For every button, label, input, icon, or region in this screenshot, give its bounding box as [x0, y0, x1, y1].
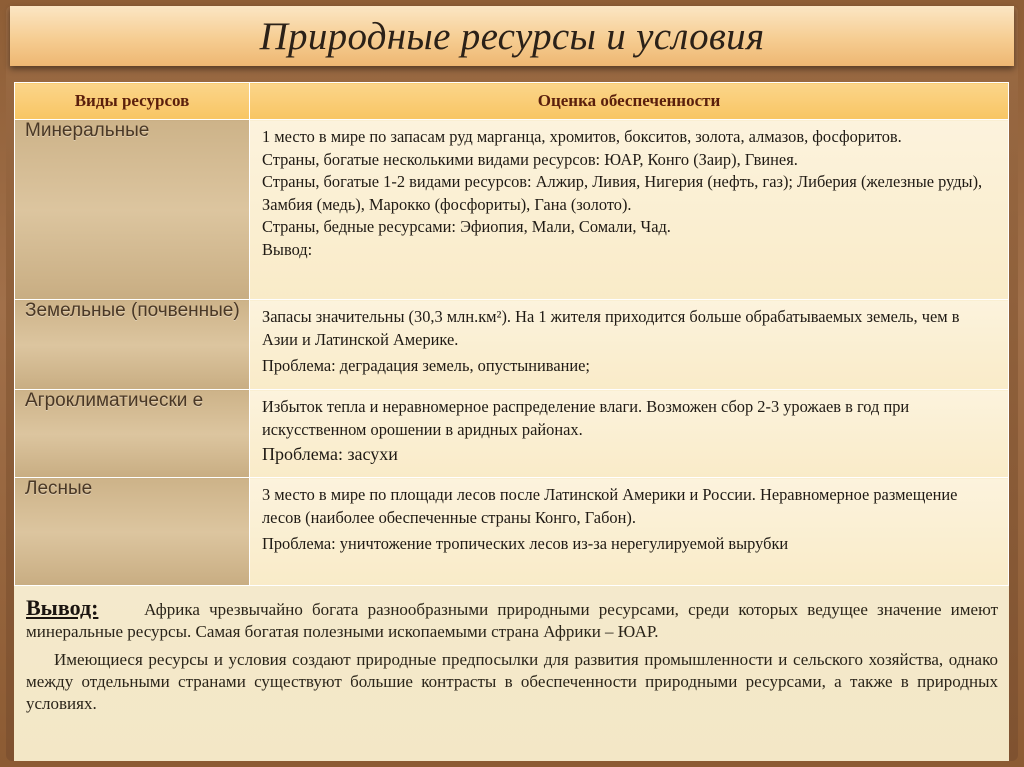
table-row	[15, 300, 1009, 390]
table-header-row	[15, 83, 1009, 120]
desc-line: Страны, бедные ресурсами: Эфиопия, Мали, Сомали, Чад.	[262, 217, 671, 237]
desc-line: Вывод:	[262, 239, 313, 259]
conclusion-text-2: Имеющиеся ресурсы и условия создают природные предпосылки для развития промышленности и сельского хозяйства, однако между отдельными странами существуют большие контрасты в обеспеченности природными ресурсами, а также в природных условиях.	[26, 650, 998, 713]
conclusion-para-1	[26, 597, 998, 643]
desc-line: Избыток тепла и неравномерное распределение влаги. Возможен сбор 2-3 урожаев в год при искусственном орошении в аридных районах.	[262, 397, 910, 439]
header-assessment: Оценка обеспеченности	[250, 83, 1009, 120]
resources-table	[14, 82, 1009, 586]
desc-line: Запасы значительны (30,3 млн.км²). На 1 жителя приходится больше обрабатываемых земель, чем в Азии и Латинской Америке.	[262, 307, 960, 349]
table-row	[15, 478, 1009, 586]
row-desc-forest	[250, 478, 1009, 586]
slide-content	[14, 82, 1009, 761]
desc-line: Проблема: засухи	[262, 444, 398, 465]
row-kind-forest: Лесные	[15, 478, 250, 586]
row-kind-mineral: Минеральные	[15, 120, 250, 300]
row-desc-agroclimatic	[250, 390, 1009, 478]
title-banner	[10, 6, 1014, 66]
table-row	[15, 120, 1009, 300]
row-kind-land: Земельные (почвенные)	[15, 300, 250, 390]
header-resource-types: Виды ресурсов	[15, 83, 250, 120]
desc-line: Страны, богатые несколькими видами ресурсов: ЮАР, Конго (Заир), Гвинея.	[262, 149, 798, 169]
desc-line: 1 место в мире по запасам руд марганца, хромитов, бокситов, золота, алмазов, фосфоритов.	[262, 127, 902, 146]
desc-line: 3 место в мире по площади лесов после Латинской Америки и России. Неравномерное размещение лесов (наиболее обеспеченные страны Конго, Габон).	[262, 485, 958, 527]
conclusion-label: Вывод:	[26, 595, 99, 620]
slide-title: Природные ресурсы и условия	[259, 14, 765, 58]
desc-line: Проблема: деградация земель, опустынивание;	[262, 356, 590, 376]
row-desc-mineral	[250, 120, 1009, 300]
table-row	[15, 390, 1009, 478]
conclusion-block	[26, 597, 998, 715]
row-desc-land	[250, 300, 1009, 390]
conclusion-text-1: Африка чрезвычайно богата разнообразными природными ресурсами, среди которых ведущее значение имеют минеральные ресурсы. Самая богатая полезными ископаемыми страна Африки – ЮАР.	[26, 600, 998, 641]
desc-line: Проблема: уничтожение тропических лесов из-за нерегулируемой вырубки	[262, 534, 789, 554]
row-kind-agroclimatic: Агроклиматически е	[15, 390, 250, 478]
desc-line: Страны, богатые 1-2 видами ресурсов: Алжир, Ливия, Нигерия (нефть, газ); Либерия (железные руды), Замбия (медь), Марокко (фосфориты), Гана (золото).	[262, 172, 983, 214]
